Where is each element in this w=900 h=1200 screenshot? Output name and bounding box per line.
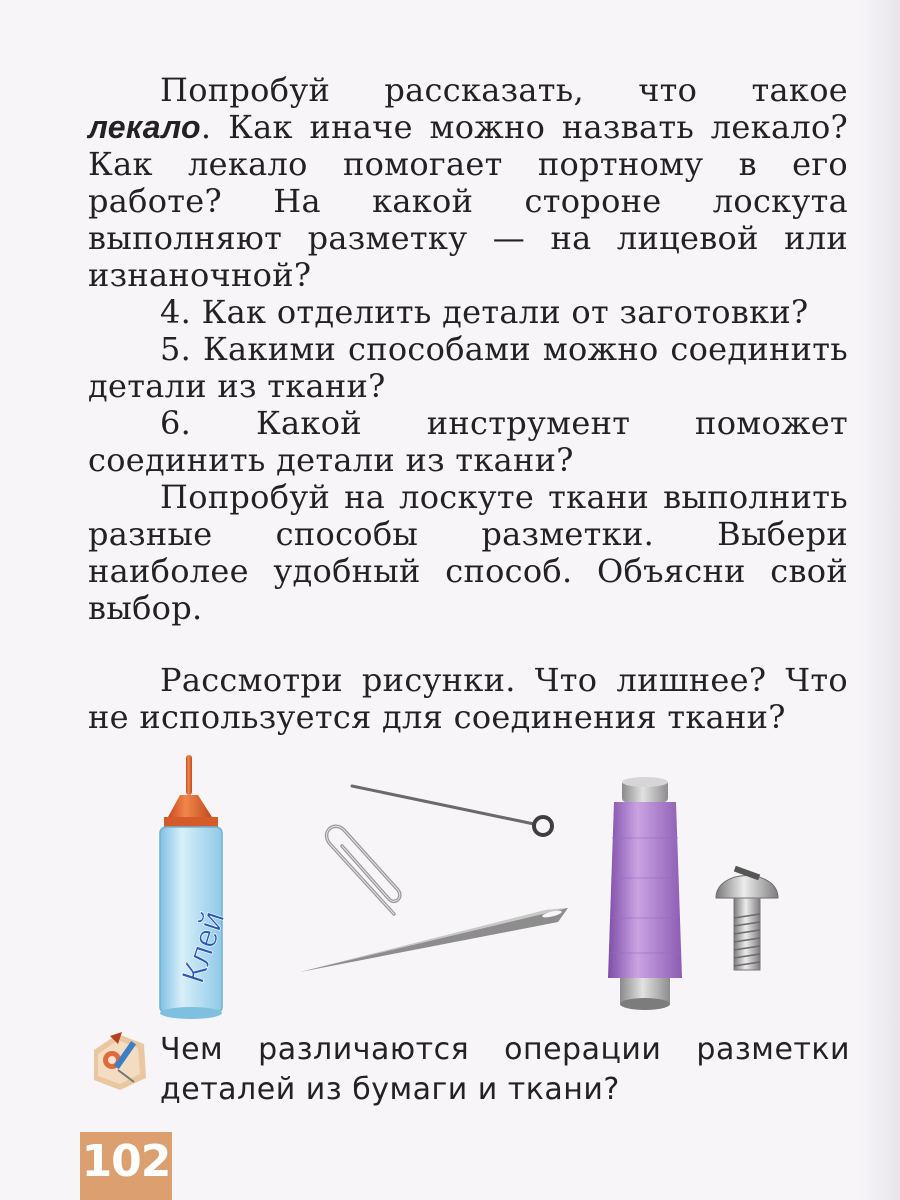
glue-bottle-icon <box>150 755 230 1025</box>
question-4: 4. Как отделить детали от заготовки? <box>160 293 809 331</box>
pin-icon <box>348 780 563 840</box>
text-block-pictures <box>88 662 848 736</box>
question-box-text: Чем различаются операции разметки деталей из бумаги и ткани? <box>160 1032 850 1107</box>
glue-label: Клей <box>174 906 232 988</box>
needle-icon <box>296 900 576 980</box>
term-lekalo: лекало <box>88 109 201 145</box>
paragraph-lekalo <box>88 72 848 294</box>
screw-icon <box>712 862 782 974</box>
page-number: 102 <box>81 1136 171 1187</box>
paragraph-marking-task: Попробуй на лоскуте ткани выполнить разные способы разметки. Выбери наиболее удобный способ. Объясни свой выбор. <box>88 478 848 627</box>
thread-spool-icon <box>600 778 690 1018</box>
question-6: 6. Какой инструмент поможет соединить детали из ткани? <box>88 404 848 479</box>
question-5: 5. Какими способами можно соединить детали из ткани? <box>88 330 848 405</box>
text-block-top <box>88 72 848 627</box>
paragraph-pictures-task: Рассмотри рисунки. Что лишнее? Что не используется для соединения ткани? <box>88 661 848 736</box>
paragraph-lekalo-end: . Как иначе можно назвать лекало? Как лекало помогает портному в его работе? На какой стороне лоскута выполняют разметку — на лицевой или изнаночной? <box>88 108 848 294</box>
thinking-question-icon <box>88 1030 150 1092</box>
illustration-row <box>0 740 900 1040</box>
paragraph-lekalo-start: Попробуй рассказать, что такое <box>160 71 848 109</box>
